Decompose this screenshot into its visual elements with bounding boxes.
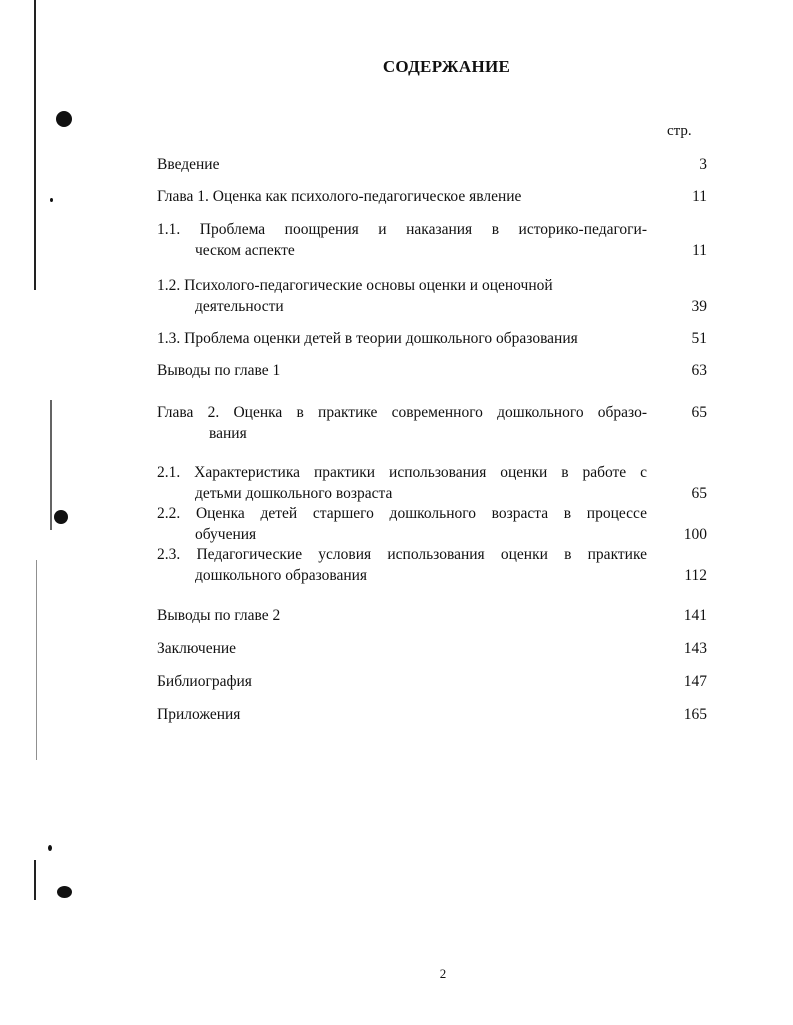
toc-entry-title-cont: деятельности — [195, 298, 284, 315]
toc-entry-title: 1.3. Проблема оценки детей в теории дошкольного образования — [157, 330, 578, 347]
toc-entry-title: 1.2. Психолого-педагогические основы оценки и оценочной — [157, 277, 553, 294]
ink-blot — [54, 510, 68, 524]
page-number: 2 — [439, 966, 447, 981]
toc-entry-page: 11 — [692, 242, 707, 259]
scan-edge-line — [36, 560, 37, 760]
toc-entry-page: 143 — [683, 640, 707, 657]
toc-entry-title: 2.3. Педагогические условия использования оценки в практике — [157, 546, 647, 563]
ink-dot — [48, 845, 52, 851]
toc-entry-page: 65 — [691, 404, 707, 421]
toc-entry-page: 3 — [699, 156, 707, 173]
toc-entry-page: 165 — [683, 706, 707, 723]
scan-edge-line — [34, 860, 36, 900]
scan-edge-line — [50, 400, 52, 530]
ink-blot — [56, 111, 72, 127]
toc-entry-page: 100 — [683, 526, 707, 543]
toc-entry-title: Выводы по главе 2 — [157, 607, 281, 624]
toc-entry-title-cont: детьми дошкольного возраста — [195, 485, 393, 502]
toc-entry-page: 112 — [684, 567, 707, 584]
toc-entry-title: 2.1. Характеристика практики использования оценки в работе с — [157, 464, 647, 481]
toc-entry-title: Выводы по главе 1 — [157, 362, 281, 379]
toc-entry-page: 147 — [683, 673, 707, 690]
toc-entry-title-cont: обучения — [195, 526, 257, 543]
toc-entry-title: Глава 1. Оценка как психолого-педагогическое явление — [157, 188, 522, 205]
pages-column-label: стр. — [667, 123, 692, 139]
toc-entry-page: 51 — [691, 330, 707, 347]
ink-dot — [50, 198, 53, 202]
toc-entry-title-cont: вания — [209, 425, 247, 442]
toc-entry-title-cont: дошкольного образования — [195, 567, 368, 584]
toc-entry[interactable] — [157, 402, 707, 444]
toc-entry[interactable] — [157, 219, 707, 261]
toc-entry[interactable] — [157, 671, 707, 692]
scan-edge-line — [35, 170, 36, 290]
toc-entry-title: Библиография — [157, 673, 252, 690]
toc-entry[interactable] — [157, 638, 707, 659]
toc-entry-title: Глава 2. Оценка в практике современного дошкольного образо- — [157, 404, 647, 421]
toc-entry-page: 141 — [683, 607, 707, 624]
toc-entry[interactable] — [157, 186, 707, 207]
toc-entry-title: Заключение — [157, 640, 237, 657]
toc-entry[interactable] — [157, 462, 707, 504]
toc-entry[interactable] — [157, 704, 707, 725]
toc-entry-title: Введение — [157, 156, 220, 173]
toc-entry-page: 11 — [692, 188, 707, 205]
toc-entry[interactable] — [157, 275, 707, 317]
toc-entry-title: 2.2. Оценка детей старшего дошкольного возраста в процессе — [157, 505, 647, 522]
toc-entry[interactable] — [157, 605, 707, 626]
toc-entry[interactable] — [157, 154, 707, 175]
toc-entry-page: 63 — [691, 362, 707, 379]
toc-entry[interactable] — [157, 328, 707, 349]
toc-entry-page: 65 — [691, 485, 707, 502]
toc-entry-title: 1.1. Проблема поощрения и наказания в историко-педагоги- — [157, 221, 647, 238]
toc-entry[interactable] — [157, 503, 707, 545]
toc-entry[interactable] — [157, 360, 707, 381]
toc-entry-title: Приложения — [157, 706, 241, 723]
toc-entry[interactable] — [157, 544, 707, 586]
toc-entry-page: 39 — [691, 298, 707, 315]
page-title: СОДЕРЖАНИЕ — [382, 57, 511, 76]
ink-blot — [57, 886, 72, 898]
toc-entry-title-cont: ческом аспекте — [195, 242, 295, 259]
